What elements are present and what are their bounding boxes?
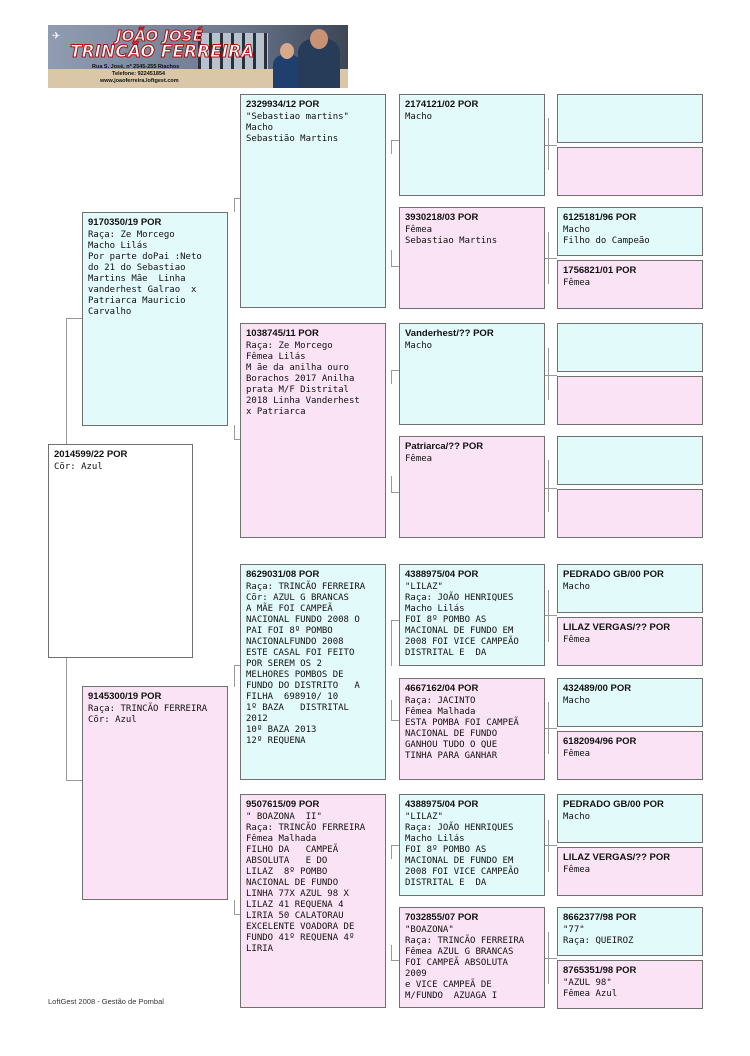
- pigeon-card-gen4: [557, 847, 703, 896]
- pigeon-card-sire: [82, 212, 228, 426]
- pigeon-info: Macho: [563, 582, 591, 592]
- ring-number: 8765351/98 POR: [563, 965, 637, 976]
- ring-number: 4388975/04 POR: [405, 799, 479, 810]
- connector-line: [548, 118, 549, 170]
- connector-line: [391, 140, 392, 154]
- pigeon-card-dam-dam: [240, 794, 386, 1008]
- ring-number: 1756821/01 POR: [563, 265, 637, 276]
- banner-person-adult-head: [310, 29, 328, 49]
- pigeon-card-gen4: [557, 907, 703, 956]
- connector-line: [548, 590, 549, 642]
- connector-line: [548, 820, 549, 872]
- connector-line: [391, 620, 392, 666]
- pigeon-info: Raça: TRINCÃO FERREIRA Cõr: Azul: [88, 704, 208, 725]
- connector-line: [391, 370, 399, 371]
- ring-number: LILAZ VERGAS/?? POR: [563, 852, 671, 863]
- pigeon-info: "77" Raça: QUEIROZ: [563, 925, 634, 946]
- connector-line: [66, 318, 67, 444]
- pigeon-card-gen4: [557, 207, 703, 256]
- ring-number: 1038745/11 POR: [246, 328, 319, 339]
- pigeon-card-gen4: [557, 376, 703, 425]
- connector-line: [391, 945, 392, 960]
- pigeon-info: Macho Filho do Campeão: [563, 225, 650, 246]
- connector-line: [391, 960, 399, 961]
- connector-line: [391, 700, 392, 720]
- bird-icon: ✈: [52, 31, 61, 42]
- ring-number: 4667162/04 POR: [405, 683, 479, 694]
- connector-line: [391, 250, 392, 266]
- pigeon-info: Raça: Ze Morcego Fêmea Lilás M ãe da anilha ouro Borachos 2017 Anilha prata M/F Distrital 2018 Linha Vanderhest x Patriarca: [246, 341, 360, 417]
- ring-number: 9170350/19 POR: [88, 217, 162, 228]
- ring-number: 6182094/96 POR: [563, 736, 637, 747]
- connector-line: [548, 348, 549, 400]
- pigeon-card-sire-dam: [240, 323, 386, 538]
- footer-text: LoftGest 2008 - Gestão de Pombal: [48, 997, 164, 1006]
- pigeon-card-gen4: [557, 617, 703, 666]
- pigeon-card-gen4: [557, 960, 703, 1009]
- pigeon-info: "LILAZ" Raça: JOÃO HENRIQUES Macho Lilás FOI 8º POMBO AS MACIONAL DE FUNDO EM 2008 FOI VICE CAMPEÃO DISTRITAL E DA: [405, 582, 519, 658]
- ring-number: 8662377/98 POR: [563, 912, 637, 923]
- pigeon-info: Raça: Ze Morcego Macho Lilás Por parte doPai :Neto do 21 do Sebastiao Martins Mãe Linha vanderhest Galrao x Patriarca Mauricio Carvalho: [88, 230, 202, 317]
- connector-line: [545, 845, 557, 846]
- pigeon-card-gen4: [557, 323, 703, 372]
- pigeon-card-gen4: [557, 94, 703, 143]
- pigeon-info: Macho: [563, 696, 591, 706]
- ring-number: 9507615/09 POR: [246, 799, 320, 810]
- pigeon-card-gen4: [557, 678, 703, 727]
- pigeon-info: Fêmea: [563, 635, 591, 645]
- ring-number: 2174121/02 POR: [405, 99, 479, 110]
- pigeon-card-gen4: [557, 147, 703, 196]
- pigeon-card-gen3: [399, 678, 545, 780]
- pigeon-card-gen4: [557, 260, 703, 309]
- pigeon-info: Macho: [405, 112, 433, 122]
- ring-number: PEDRADO GB/00 POR: [563, 799, 664, 810]
- connector-line: [545, 375, 557, 376]
- connector-line: [391, 845, 392, 859]
- ring-number: 432489/00 POR: [563, 683, 632, 694]
- banner-person-child: [273, 55, 301, 88]
- pigeon-info: Fêmea: [405, 454, 433, 464]
- pigeon-info: "AZUL 98" Fêmea Azul: [563, 978, 618, 999]
- connector-line: [391, 370, 392, 384]
- banner-name-line2: TRINCÃO FERREIRA: [70, 42, 255, 62]
- connector-line: [545, 258, 557, 259]
- pigeon-card-gen4: [557, 564, 703, 613]
- connector-line: [391, 720, 399, 721]
- pigeon-card-gen4: [557, 489, 703, 538]
- pigeon-info: "Sebastiao martins" Macho Sebastião Martins: [246, 112, 349, 144]
- banner-website: www.joaoferreira.loftgest.com: [100, 78, 179, 84]
- ring-number: 2329934/12 POR: [246, 99, 320, 110]
- pigeon-info: Fêmea Sebastiao Martins: [405, 225, 498, 246]
- connector-line: [234, 198, 235, 212]
- connector-line: [66, 780, 82, 781]
- pigeon-card-gen3: [399, 94, 545, 196]
- pigeon-info: Fêmea: [563, 865, 591, 875]
- pigeon-card-gen3: [399, 323, 545, 425]
- pigeon-card-gen4: [557, 436, 703, 485]
- pigeon-card-dam: [82, 686, 228, 900]
- banner-person-child-head: [280, 43, 294, 59]
- pigeon-info: " BOAZONA II" Raça: TRINCÃO FERREIRA Fêmea Malhada FILHO DA CAMPEÃ ABSOLUTA E DO LILAZ 8º POMBO NACIONAL DE FUNDO LINHA 77X AZUL 98 X LILAZ 41 REQUENA 4 LIRIA 50 CALATORAU EXCELENTE VOADORA DE FUNDO 41º REQUENA 4º LIRIA: [246, 812, 366, 954]
- pigeon-info: Macho: [405, 341, 433, 351]
- pigeon-card-gen4: [557, 794, 703, 843]
- pigeon-card-gen3: [399, 207, 545, 309]
- connector-line: [391, 845, 399, 846]
- pigeon-card-gen3: [399, 794, 545, 896]
- pigeon-info: Fêmea: [563, 278, 591, 288]
- pigeon-info: "BOAZONA" Raça: TRINCÃO FERREIRA Fêmea AZUL G BRANCAS FOI CAMPEÃ ABSOLUTA 2009 e VICE CAMPEÃ DE M/FUNDO AZUAGA I: [405, 925, 525, 1001]
- pigeon-card-gen3: [399, 436, 545, 538]
- connector-line: [234, 425, 235, 439]
- connector-line: [545, 728, 557, 729]
- header-banner: [48, 25, 348, 88]
- connector-line: [548, 460, 549, 512]
- pigeon-card-subject: [48, 444, 193, 658]
- connector-line: [234, 900, 235, 914]
- connector-line: [545, 145, 557, 146]
- ring-number: PEDRADO GB/00 POR: [563, 569, 664, 580]
- ring-number: 8629031/08 POR: [246, 569, 320, 580]
- pigeon-info: "LILAZ" Raça: JOÃO HENRIQUES Macho Lilás FOI 8º POMBO AS MACIONAL DE FUNDO EM 2008 FOI VICE CAMPEÃO DISTRITAL E DA: [405, 812, 519, 888]
- pigeon-card-sire-sire: [240, 94, 386, 308]
- banner-name-line1: JOÃO JOSÉ: [116, 27, 203, 45]
- ring-number: 4388975/04 POR: [405, 569, 479, 580]
- ring-number: 6125181/96 POR: [563, 212, 637, 223]
- banner-phone: Telefone: 922451854: [112, 71, 166, 77]
- ring-number: 9145300/19 POR: [88, 691, 162, 702]
- ring-number: 7032855/07 POR: [405, 912, 479, 923]
- pigeon-card-dam-sire: [240, 564, 386, 780]
- connector-line: [66, 318, 82, 319]
- ring-number: 3930218/03 POR: [405, 212, 479, 223]
- connector-line: [234, 665, 235, 687]
- connector-line: [66, 658, 67, 780]
- pigeon-info: Macho: [563, 812, 591, 822]
- connector-line: [391, 140, 399, 141]
- pigeon-card-gen4: [557, 731, 703, 780]
- connector-line: [545, 958, 557, 959]
- connector-line: [545, 488, 557, 489]
- banner-address: Rua S. José, nº 2545-255 Riachos: [92, 64, 180, 70]
- pigeon-card-gen3: [399, 907, 545, 1008]
- pigeon-card-gen3: [399, 564, 545, 666]
- ring-number: 2014599/22 POR: [54, 449, 128, 460]
- connector-line: [391, 492, 399, 493]
- connector-line: [391, 620, 399, 621]
- ring-number: Patriarca/?? POR: [405, 441, 484, 452]
- connector-line: [391, 266, 399, 267]
- ring-number: LILAZ VERGAS/?? POR: [563, 622, 671, 633]
- pigeon-info: Raça: JACINTO Fêmea Malhada ESTA POMBA FOI CAMPEÃ NACIONAL DE FUNDO GANHOU TUDO O QUE TINHA PARA GANHAR: [405, 696, 519, 761]
- connector-line: [545, 615, 557, 616]
- ring-number: Vanderhest/?? POR: [405, 328, 494, 339]
- connector-line: [391, 476, 392, 492]
- pigeon-info: Raça: TRINCÃO FERREIRA Cõr: AZUL G BRANCAS A MÃE FOI CAMPEÃ NACIONAL FUNDO 2008 O PAI FOI 8º POMBO NACIONALFUNDO 2008 ESTE CASAL FOI FEITO POR SEREM OS 2 MELHORES POMBOS DE FUNDO DO DISTRITO A FILHA 698910/ 10 1º BAZA DISTRITAL 2012 10º BAZA 2013 12º REQUENA: [246, 582, 366, 746]
- pigeon-info: Fêmea: [563, 749, 591, 759]
- pigeon-info: Cõr: Azul: [54, 462, 103, 472]
